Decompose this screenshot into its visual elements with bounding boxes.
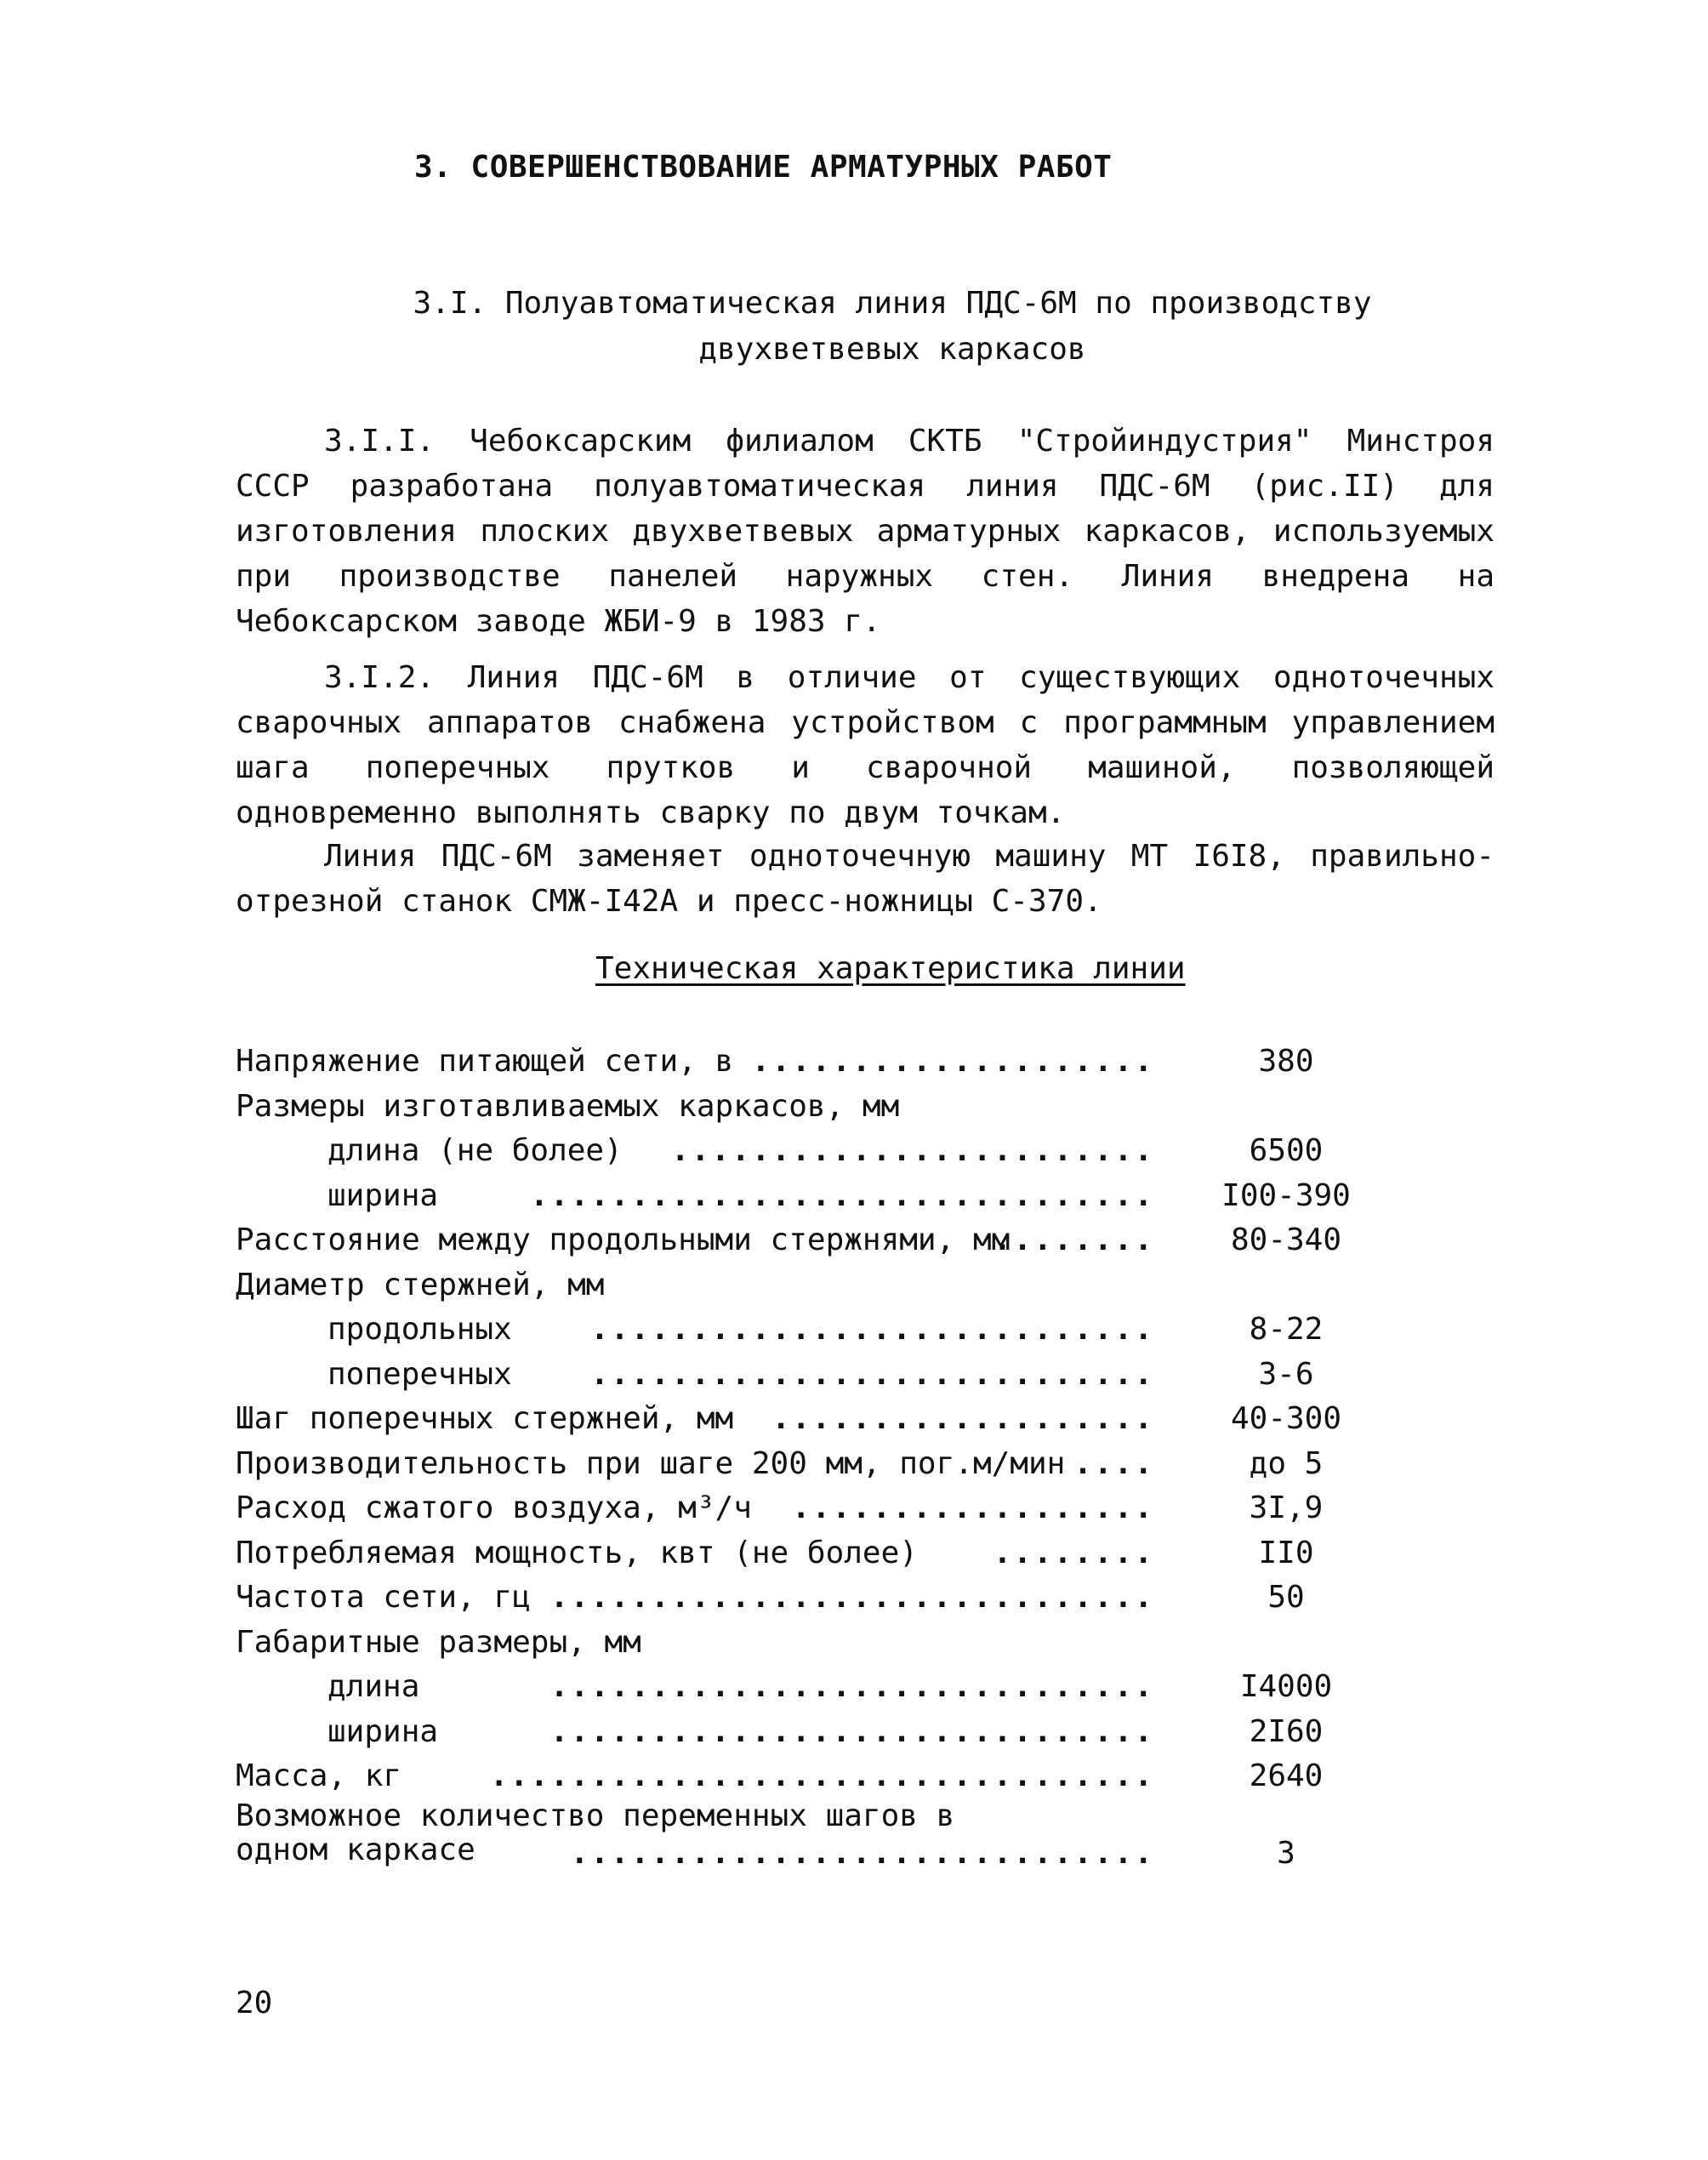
spec-row-dimensions-header [236, 1621, 1426, 1666]
spec-label: Диаметр стержней, мм [236, 1267, 605, 1302]
spec-label: длина [327, 1669, 420, 1704]
section-title-line-2: двухветвевых каркасов [698, 332, 1086, 367]
spec-value: 2I60 [1249, 1713, 1324, 1749]
spec-leader-dots: .............................. [549, 1713, 1154, 1749]
spec-label: Масса, кг [236, 1758, 402, 1793]
spec-value: I00-390 [1221, 1177, 1351, 1213]
page-number: 20 [236, 1986, 273, 2020]
spec-value: 8-22 [1249, 1312, 1324, 1347]
spec-row-variable-steps [236, 1799, 1426, 1879]
spec-row-frame-length [236, 1129, 1426, 1174]
spec-value: 80-340 [1230, 1222, 1342, 1257]
spec-leader-dots: .... [1073, 1445, 1154, 1481]
paragraph-replacement-text: Линия ПДС-6М заменяет одноточечную машину МТ I6I8, правильно-отрезной станок СМЖ-I42А и пресс-ножницы С-370. [236, 839, 1494, 919]
paragraph-3-1-1 [236, 419, 1494, 644]
spec-label: длина (не более) [327, 1133, 623, 1168]
spec-row-longitudinal [236, 1308, 1426, 1353]
spec-label: ширина [327, 1713, 439, 1749]
spec-leader-dots: .................... [751, 1044, 1154, 1079]
spec-label: продольных [327, 1312, 512, 1347]
spec-value: 2640 [1249, 1758, 1324, 1793]
spec-leader-dots: ........................ [670, 1133, 1154, 1168]
spec-leader-dots: ........ [993, 1222, 1154, 1257]
spec-value: I4000 [1239, 1669, 1333, 1704]
spec-value: 6500 [1249, 1133, 1324, 1168]
spec-value: II0 [1258, 1535, 1314, 1570]
spec-label: Напряжение питающей сети, в [236, 1044, 734, 1079]
spec-label: Производительность при шаге 200 мм, пог.м/мин [236, 1445, 1066, 1481]
spec-row-frame-sizes-header [236, 1085, 1426, 1130]
spec-leader-dots: ............................... [530, 1177, 1154, 1213]
spec-label-line-2: одном каркасе [236, 1832, 475, 1867]
spec-label: Габаритные размеры, мм [236, 1624, 641, 1660]
spec-label: Размеры изготавливаемых каркасов, мм [236, 1088, 900, 1124]
paragraph-replacement [236, 834, 1494, 924]
spec-leader-dots: .............................. [549, 1669, 1154, 1704]
spec-row-rod-spacing [236, 1218, 1426, 1263]
spec-leader-dots: ............................. [570, 1835, 1154, 1871]
spec-leader-dots: ............................ [590, 1356, 1154, 1392]
spec-label: Расход сжатого воздуха, м³/ч [236, 1490, 752, 1525]
spec-row-transverse [236, 1353, 1426, 1398]
spec-label: Расстояние между продольными стержнями, мм [236, 1222, 1011, 1257]
spec-value: 3 [1277, 1835, 1295, 1871]
spec-value: 380 [1258, 1044, 1314, 1079]
spec-row-mass [236, 1754, 1426, 1799]
spec-leader-dots: ................... [771, 1401, 1154, 1436]
spec-value: 3I,9 [1249, 1490, 1324, 1525]
spec-leader-dots: ............................ [590, 1312, 1154, 1347]
chapter-title: 3. СОВЕРШЕНСТВОВАНИЕ АРМАТУРНЫХ РАБОТ [414, 150, 1113, 185]
spec-value: 3-6 [1258, 1356, 1314, 1392]
spec-row-voltage [236, 1040, 1426, 1085]
spec-table [236, 1040, 1426, 1879]
paragraph-3-1-2-text: 3.I.2. Линия ПДС-6М в отличие от существующих одноточечных сварочных аппаратов снабжена устройством с программным управлением шага поперечных прутков и сварочной машиной, позволяющей одновременно выполнять сварку по двум точкам. [236, 660, 1494, 830]
spec-table-title: Техническая характеристика линии [595, 951, 1186, 986]
spec-label: Потребляемая мощность, квт (не более) [236, 1535, 918, 1570]
spec-row-transverse-pitch [236, 1397, 1426, 1442]
spec-row-frequency [236, 1576, 1426, 1621]
spec-label-line-1: Возможное количество переменных шагов в [236, 1798, 955, 1833]
spec-value: 40-300 [1230, 1401, 1342, 1436]
spec-label: ширина [327, 1177, 439, 1213]
spec-leader-dots: ........ [993, 1535, 1154, 1570]
spec-leader-dots: .............................. [549, 1580, 1154, 1615]
spec-label: поперечных [327, 1356, 512, 1392]
spec-row-overall-width [236, 1710, 1426, 1755]
spec-row-productivity [236, 1442, 1426, 1487]
spec-value: до 5 [1249, 1445, 1324, 1481]
spec-value: 50 [1267, 1580, 1305, 1615]
spec-row-frame-width [236, 1174, 1426, 1219]
spec-row-rod-diameter-header [236, 1263, 1426, 1308]
spec-row-overall-length [236, 1665, 1426, 1710]
section-title-line-1: 3.I. Полуавтоматическая линия ПДС-6М по производству [413, 286, 1372, 321]
spec-row-air-consumption [236, 1486, 1426, 1531]
spec-label: Частота сети, гц [236, 1580, 531, 1615]
spec-leader-dots: .................. [791, 1490, 1154, 1525]
spec-label: Шаг поперечных стержней, мм [236, 1401, 734, 1436]
spec-row-power [236, 1531, 1426, 1576]
paragraph-3-1-2 [236, 655, 1494, 835]
paragraph-3-1-1-text: 3.I.I. Чебоксарским филиалом СКТБ "Стройиндустрия" Минстроя СССР разработана полуавтоматическая линия ПДС-6М (рис.II) для изготовления плоских двухветвевых арматурных каркасов, используемых при производстве панелей наружных стен. Линия внедрена на Чебоксарском заводе ЖБИ-9 в 1983 г. [236, 424, 1494, 639]
spec-leader-dots: ................................. [489, 1758, 1154, 1793]
